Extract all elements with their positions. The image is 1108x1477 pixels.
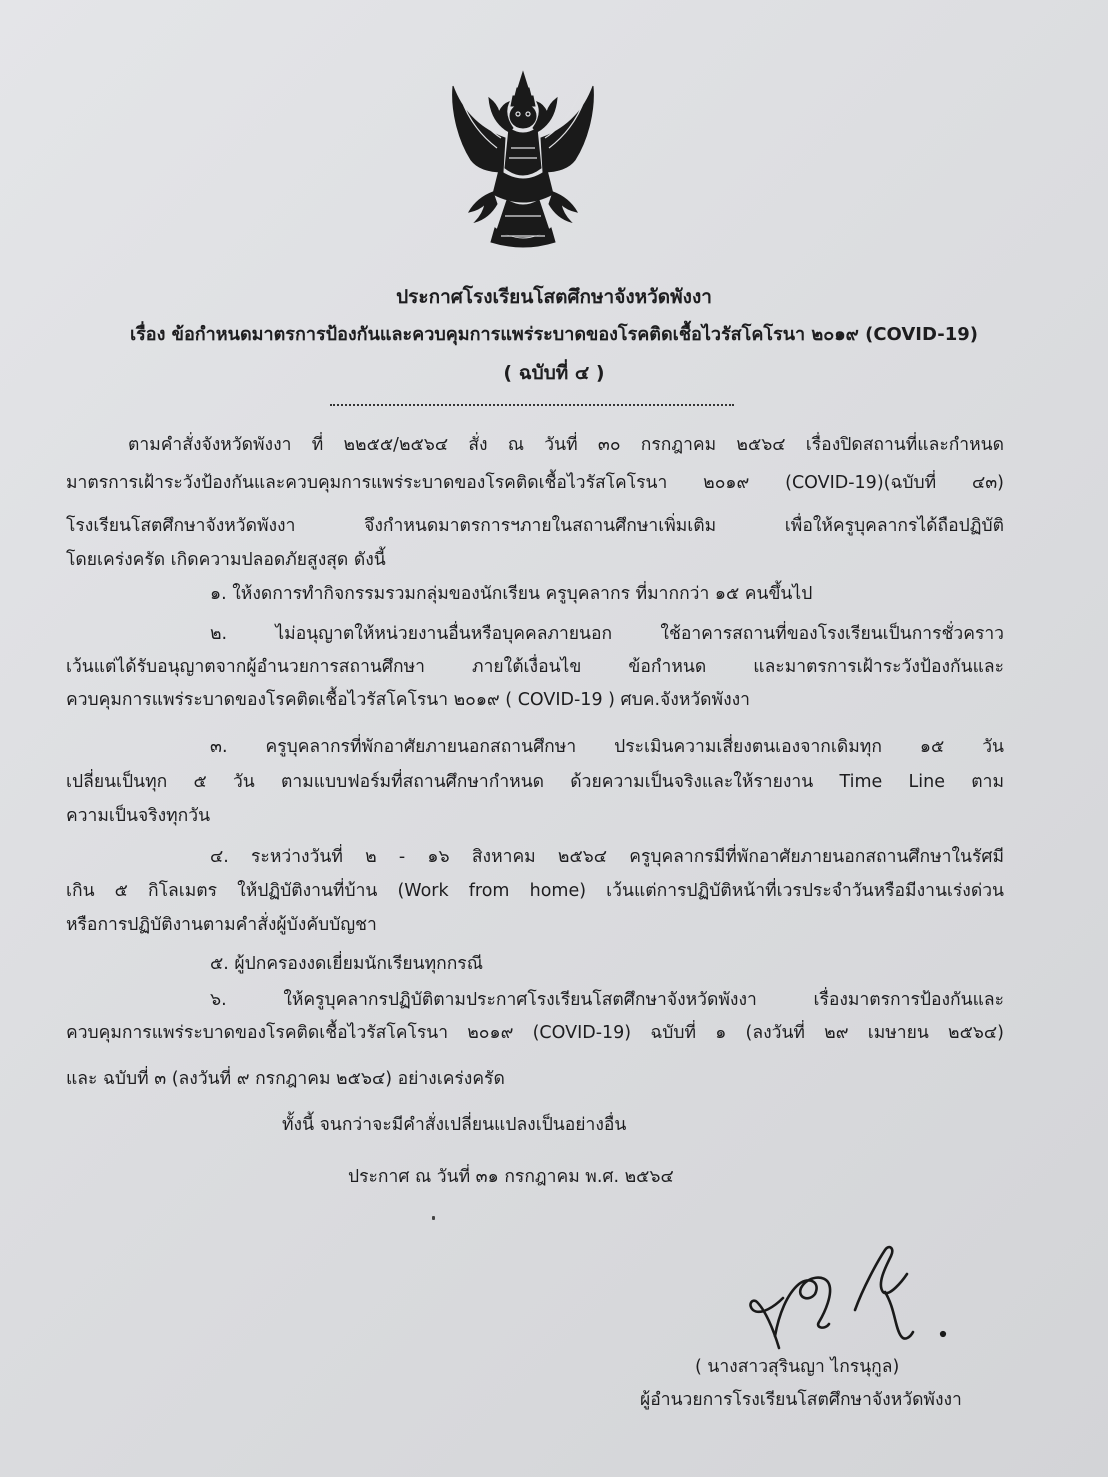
item-2-line: เว้นแต่ได้รับอนุญาตจากผู้อำนวยการสถานศึกษา ภายใต้เงื่อนไข ข้อกำหนด และมาตรการเฝ้าระวังป้องกันและ [66,657,1004,677]
item-4-line: หรือการปฏิบัติงานตามคำสั่งผู้บังคับบัญชา [66,915,377,935]
paper-speck [432,1216,435,1220]
item-2-line: ๒. ไม่อนุญาตให้หน่วยงานอื่นหรือบุคคลภายนอก ใช้อาคารสถานที่ของโรงเรียนเป็นการชั่วคราว [210,624,1004,644]
intro-line: โรงเรียนโสตศึกษาจังหวัดพังงา จึงกำหนดมาตรการฯภายในสถานศึกษาเพิ่มเติม เพื่อให้ครูบุคลากรได้ถือปฏิบัติ [66,516,1004,536]
item-6-line: และ ฉบับที่ ๓ (ลงวันที่ ๙ กรกฎาคม ๒๕๖๔) อย่างเคร่งครัด [66,1069,505,1089]
announcement-issue: ( ฉบับที่ ๔ ) [503,362,605,384]
title-block [40,285,1068,385]
item-1: ๑. ให้งดการทำกิจกรรมรวมกลุ่มของนักเรียน ครูบุคลากร ที่มากกว่า ๑๕ คนขึ้นไป [210,584,813,604]
closing-text: ทั้งนี้ จนกว่าจะมีคำสั่งเปลี่ยนแปลงเป็นอย่างอื่น [282,1115,627,1135]
item-3-line: เปลี่ยนเป็นทุก ๕ วัน ตามแบบฟอร์มที่สถานศึกษากำหนด ด้วยความเป็นจริงและให้รายงาน Time Line ตาม [66,772,1004,792]
signer-name: ( นางสาวสุรินญา ไกรนุกูล) [695,1357,900,1377]
item-5: ๕. ผู้ปกครองงดเยี่ยมนักเรียนทุกกรณี [210,954,483,974]
announcement-subject: เรื่อง ข้อกำหนดมาตรการป้องกันและควบคุมการแพร่ระบาดของโรคติดเชื้อไวรัสโคโรนา ๒๐๑๙ (COVID-19) [129,324,979,345]
item-3-line: ความเป็นจริงทุกวัน [66,806,211,826]
garuda-emblem-icon [447,68,599,248]
item-4-line: ๔. ระหว่างวันที่ ๒ - ๑๖ สิงหาคม ๒๕๖๔ ครูบุคลากรมีที่พักอาศัยภายนอกสถานศึกษาในรัศมี [210,847,1004,867]
item-4-line: เกิน ๕ กิโลเมตร ให้ปฏิบัติงานที่บ้าน (Work from home) เว้นแต่การปฏิบัติหน้าที่เวรประจำวันหรือมีงานเร่งด่วน [66,881,1004,901]
item-2-line: ควบคุมการแพร่ระบาดของโรคติดเชื้อไวรัสโคโรนา ๒๐๑๙ ( COVID-19 ) ศบค.จังหวัดพังงา [66,690,750,710]
handwritten-signature [745,1240,955,1350]
header-divider [330,404,734,406]
item-6-line: ๖. ให้ครูบุคลากรปฏิบัติตามประกาศโรงเรียนโสตศึกษาจังหวัดพังงา เรื่องมาตรการป้องกันและ [210,990,1004,1010]
intro-line: มาตรการเฝ้าระวังป้องกันและควบคุมการแพร่ระบาดของโรคติดเชื้อไวรัสโคโรนา ๒๐๑๙ (COVID-19)(ฉบับที่ ๔๓) [66,473,1004,493]
signer-position: ผู้อำนวยการโรงเรียนโสตศึกษาจังหวัดพังงา [640,1390,962,1410]
item-3-line: ๓. ครูบุคลากรที่พักอาศัยภายนอกสถานศึกษา ประเมินความเสี่ยงตนเองจากเดิมทุก ๑๕ วัน [210,737,1004,757]
announcement-date: ประกาศ ณ วันที่ ๓๑ กรกฎาคม พ.ศ. ๒๕๖๔ [348,1167,674,1187]
announcement-title: ประกาศโรงเรียนโสตศึกษาจังหวัดพังงา [396,286,712,308]
item-6-line: ควบคุมการแพร่ระบาดของโรคติดเชื้อไวรัสโคโรนา ๒๐๑๙ (COVID-19) ฉบับที่ ๑ (ลงวันที่ ๒๙ เมษายน ๒๕๖๔) [66,1023,1004,1043]
intro-line: ตามคำสั่งจังหวัดพังงา ที่ ๒๒๕๕/๒๕๖๔ สั่ง ณ วันที่ ๓๐ กรกฎาคม ๒๕๖๔ เรื่องปิดสถานที่และกำหนด [128,435,1004,455]
intro-line: โดยเคร่งครัด เกิดความปลอดภัยสูงสุด ดังนี้ [66,550,386,570]
